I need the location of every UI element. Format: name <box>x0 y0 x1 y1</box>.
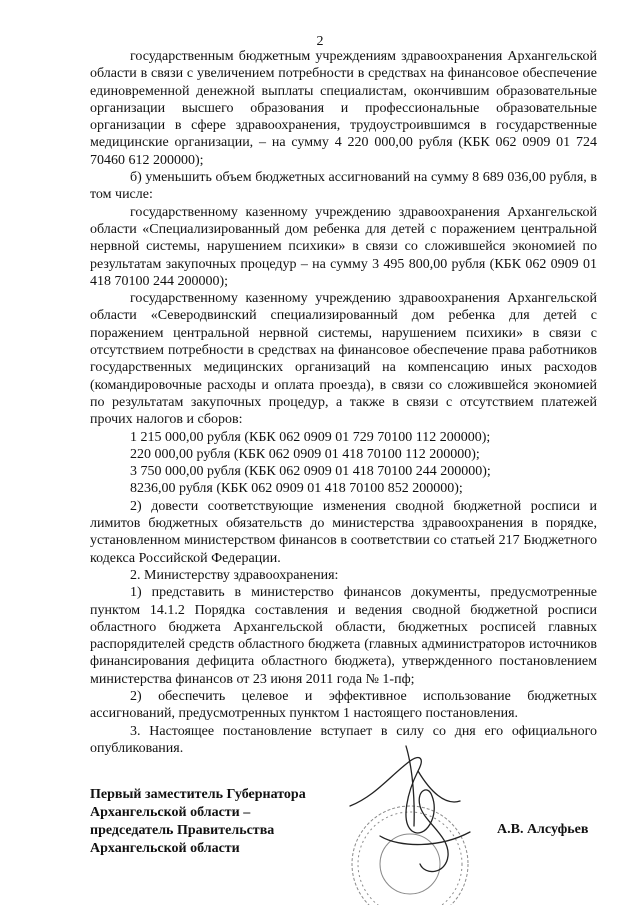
signature-block <box>90 786 306 858</box>
page-number: 2 <box>316 34 324 49</box>
stamp-seal <box>352 806 468 905</box>
signatory-position-line: председатель Правительства <box>90 823 275 838</box>
paragraph-specialized-orphanage: государственному казенному учреждению здравоохранения Архангельской области «Специализированный дом ребенка для детей с поражением центральной нервной системы, нарушением психики» в связи со сложившейся экономией по результатам закупочных процедур – на сумму 3 495 800,00 рубля (КБК 062 0909 01 418 70100 244 200000); <box>90 204 597 289</box>
amount-line: 1 215 000,00 рубля (КБК 062 0909 01 729 70100 112 200000); <box>130 429 491 445</box>
signatory-position-line: Архангельской области <box>90 841 240 856</box>
paragraph-increase-recipients: государственным бюджетным учреждениям здравоохранения Архангельской области в связи с увеличением потребности в средствах на финансовое обеспечение единовременной денежной выплаты специалистам, окончившим образовательные организации высшего образования и профессиональные образовательные организации в сфере здравоохранения, трудоустроившимся в государственные медицинские организации, – на сумму 4 220 000,00 рубля (КБК 062 0909 01 724 70460 612 200000); <box>90 49 597 168</box>
amount-line: 8236,00 рубля (КБК 062 0909 01 418 70100 852 200000); <box>130 481 463 497</box>
paragraph-ensure-use: 2) обеспечить целевое и эффективное использование бюджетных ассигнований, предусмотренных пунктом 1 настоящего постановления. <box>90 688 597 722</box>
signatory-name: А.В. Алсуфьев <box>497 822 589 837</box>
paragraph-entry-into-force: 3. Настоящее постановление вступает в силу со дня его официального опубликования. <box>90 723 597 756</box>
amount-line: 3 750 000,00 рубля (КБК 062 0909 01 418 70100 244 200000); <box>130 464 491 480</box>
amount-line: 220 000,00 рубля (КБК 062 0909 01 418 70100 112 200000); <box>130 446 480 462</box>
paragraph-bring-changes: 2) довести соответствующие изменения сводной бюджетной росписи и лимитов бюджетных обязательств до министерства здравоохранения в порядке, установленном министерством финансов в соответствии со статьей 217 Бюджетного кодекса Российской Федерации. <box>90 498 597 566</box>
paragraph-section-2-heading: 2. Министерству здравоохранения: <box>130 567 339 583</box>
paragraph-severodvinsk-orphanage: государственному казенному учреждению здравоохранения Архангельской области «Северодвинский специализированный дом ребенка для детей с поражением центральной нервной системы, нарушением психики» в связи с отсутствием потребности в средствах на финансовое обеспечение права работников государственных медицинских организаций на компенсацию иных расходов (командировочные расходы и оплата проезда), в связи со сложившейся экономией по результатам закупочных процедур, а также в связи с отсутствием платежей прочих налогов и сборов: <box>90 291 597 428</box>
document-body <box>90 48 597 757</box>
signatory-position-line: Архангельской области – <box>90 805 251 820</box>
signature-and-stamp <box>320 736 510 905</box>
handwritten-signature <box>350 746 470 872</box>
paragraph-decrease-total: б) уменьшить объем бюджетных ассигнований на сумму 8 689 036,00 рубля, в том числе: <box>90 170 597 203</box>
paragraph-submit-documents: 1) представить в министерство финансов документы, предусмотренные пунктом 14.1.2 Порядка составления и ведения сводной бюджетной росписи областного бюджета Архангельской области, бюджетных росписей главных распорядителей средств областного бюджета (главных администраторов источников финансирования дефицита областного бюджета), утвержденного постановлением министерства финансов от 23 июня 2011 года № 1-пф; <box>90 585 597 687</box>
signatory-position-line: Первый заместитель Губернатора <box>90 787 306 802</box>
